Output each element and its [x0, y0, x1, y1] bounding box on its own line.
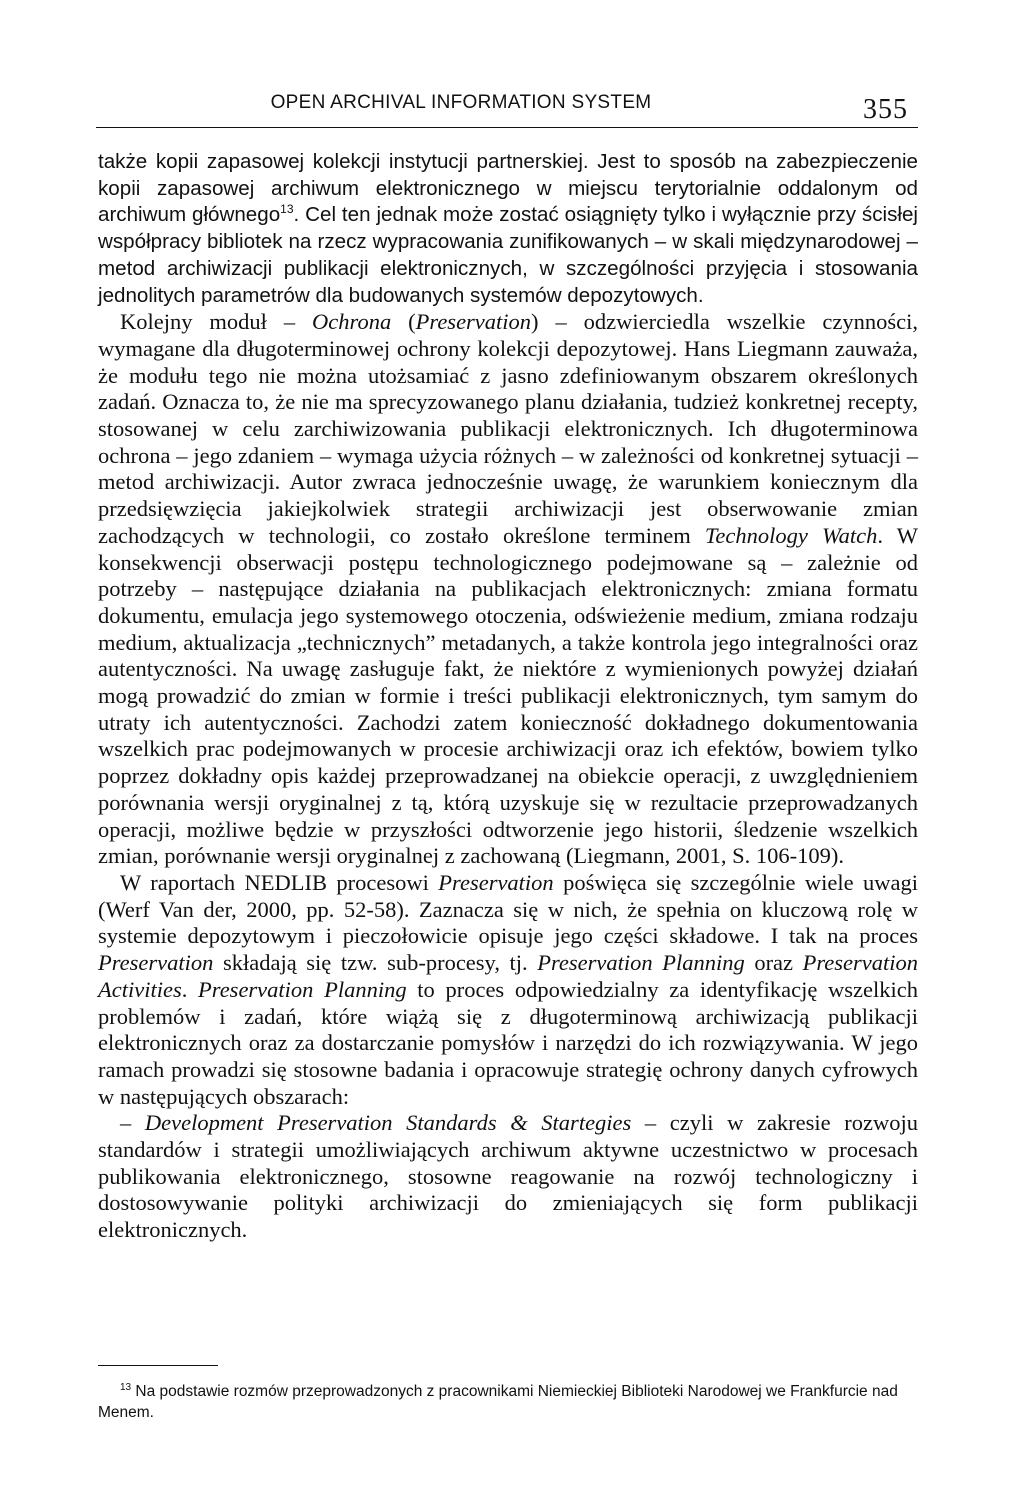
header-rule — [96, 127, 918, 128]
paragraph-3-text-d: oraz — [744, 950, 803, 976]
paragraph-2-text-d: . W konsekwencji obserwacji postępu technologicznego podejmowane są – zależnie od potrzeby – następujące działania na publikacjach elektronicznych: zmiana formatu dokumentu, emulacja jego systemowego otoczenia, odświeżenie medium, zmiana rodzaju medium, aktualizacja „technicznych” metadanych, a także kontrola jego integralności oraz autentyczności. Na uwagę zasługuje fakt, że niektóre z wymienionych powyżej działań mogą prowadzić do zmian w formie i treści publikacji elektronicznych, tym samym do utraty ich autentyczności. Zachodzi zatem konieczność dokładnego dokumentowania wszelkich prac podejmowanych w procesie archiwizacji oraz ich efektów, bowiem tylko poprzez dokładny opis każdej przeprowadzanej na obiekcie operacji, z uwzględnieniem porównania wersji oryginalnej z tą, którą uzyskuje się w rezultacie przeprowadzanych operacji, możliwe będzie w przyszłości odtworzenie jego historii, śledzenie wszelkich zmian, porównanie wersji oryginalnej z zachowaną (Liegmann, 2001, S. 106-109). — [98, 522, 918, 869]
paragraph-3-text-c: składają się tzw. sub-procesy, tj. — [213, 950, 538, 976]
term-preservation-planning: Preservation Planning — [198, 976, 407, 1002]
paragraph-1-text-a: także kopii zapasowej kolekcji instytucji partnerskiej. Jest to sposób na zabezpieczenie kopii zapasowej archiwum elektronicznego w miejscu terytorialnie oddalonym od archiwum głównego — [98, 150, 918, 227]
term-development-preservation-standards: Development Preservation Standards & Startegies — [144, 1110, 632, 1136]
paragraph-3-text-a: W raportach NEDLIB procesowi — [120, 869, 439, 895]
body-text — [98, 149, 918, 1244]
paragraph-4-text-b: – czyli w zakresie rozwoju standardów i strategii umożliwiających archiwum aktywne uczestnictwo w procesach publikowania elektronicznego, stosowne reagowanie na rozwój technologiczny i dostosowywanie polityki archiwizacji do zmieniających się form publikacji elektronicznych. — [98, 1110, 918, 1243]
paragraph-1-text-b: . Cel ten jednak może zostać osiągnięty tylko i wyłącznie przy ścisłej współpracy bibliotek na rzecz wypracowania zunifikowanych – w skali międzynarodowej – metod archiwizacji publikacji elektronicznych, w szczególności przyjęcia i stosowania jednolitych parametrów dla budowanych systemów depozytowych. — [98, 203, 918, 307]
paragraph-1 — [98, 149, 918, 309]
term-preservation: Preservation — [98, 950, 214, 976]
term-preservation: Preservation — [415, 309, 532, 335]
page-number: 355 — [863, 94, 908, 125]
paragraph-3-text-e: . — [181, 976, 199, 1002]
footnote-marker: 13 — [120, 1381, 132, 1393]
term-preservation: Preservation — [438, 869, 554, 895]
paragraph-2-text-a: Kolejny moduł – — [120, 309, 313, 335]
paragraph-3-text-f: to proces odpowiedzialny za identyfikację wszelkich problemów i zadań, które wiążą się z długoterminową archiwizacją publikacji elektronicznych oraz za dostarczanie pomysłów i narzędzi do ich rozwiązywania. W jego ramach prowadzi się stosowne badania i opracowuje strategię ochrony danych cyfrowych w następujących obszarach: — [98, 976, 919, 1109]
term-ochrona: Ochrona — [312, 309, 392, 335]
term-technology-watch: Technology Watch — [704, 522, 878, 548]
term-preservation-planning: Preservation Planning — [537, 950, 745, 976]
footnote-ref-13: 13 — [280, 202, 294, 217]
page-header — [96, 86, 918, 130]
term-preservation-activities: Preservation Activities — [98, 950, 919, 1002]
paragraph-3 — [98, 870, 918, 1110]
paragraph-3-text-b: poświęca się szczególnie wiele uwagi (Werf Van der, 2000, pp. 52-58). Zaznacza się w nich, że spełnia on kluczową rolę w systemie depozytowym i pieczołowicie opisuje jego części składowe. I tak na proces — [98, 869, 918, 949]
footnote-13 — [98, 1381, 918, 1423]
paragraph-2-text-b: ( — [391, 309, 416, 335]
paragraph-4 — [98, 1110, 918, 1244]
paragraph-2-text-c: ) – odzwierciedla wszelkie czynności, wymagane dla długoterminowej ochrony kolekcji depozytowej. Hans Liegmann zauważa, że modułu tego nie można utożsamiać z jasno zdefiniowanym obszarem określonych zadań. Oznacza to, że nie ma sprecyzowanego planu działania, tudzież konkretnej recepty, stosowanej w celu zarchiwizowania publikacji elektronicznych. Ich długoterminowa ochrona – jego zdaniem – wymaga użycia różnych – w zależności od konkretnej sytuacji – metod archiwizacji. Autor zwraca jednocześnie uwagę, że warunkiem koniecznym dla przedsięwzięcia jakiejkolwiek strategii archiwizacji jest obserwowanie zmian zachodzących w technologii, co zostało określone terminem — [98, 309, 919, 548]
running-title: OPEN ARCHIVAL INFORMATION SYSTEM — [270, 92, 652, 113]
footnote-text: Na podstawie rozmów przeprowadzonych z pracownikami Niemieckiej Biblioteki Narodowej we Frankfurcie nad Menem. — [98, 1383, 898, 1421]
paragraph-4-text-a: – — [120, 1110, 145, 1136]
footnote-rule — [98, 1365, 218, 1366]
paragraph-2 — [98, 309, 918, 870]
